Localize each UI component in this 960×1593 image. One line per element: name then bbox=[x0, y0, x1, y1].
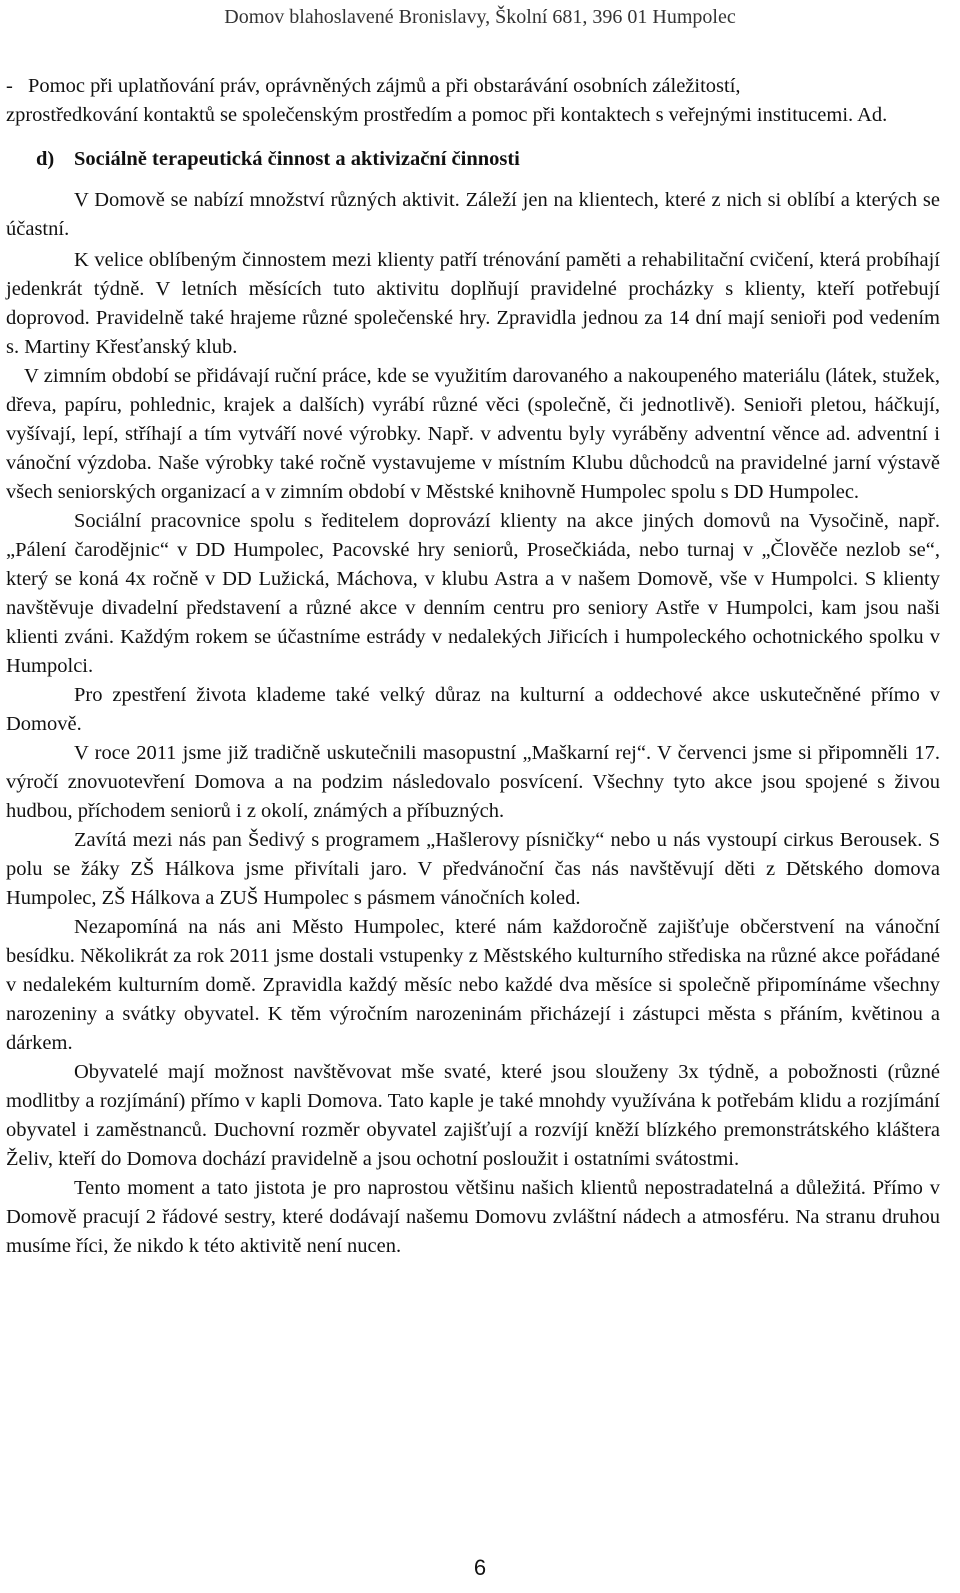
list-item-continuation: zprostředkování kontaktů se společenským prostředím a pomoc při kontaktech s veřejnými institucemi. Ad. bbox=[6, 104, 888, 126]
paragraph: Tento moment a tato jistota je pro naprostou většinu našich klientů nepostradatelná a důležitá. Přímo v Domově pracují 2 řádové sestry, které dodávají našemu Domovu zvláštní nádech a atmosféru. Na stranu druhou musíme říci, že nikdo k této aktivitě není nucen. bbox=[6, 1177, 940, 1257]
section-heading-label: d) bbox=[36, 148, 55, 170]
section-heading bbox=[6, 145, 940, 174]
paragraph: K velice oblíbeným činnostem mezi klienty patří trénování paměti a rehabilitační cvičení, která probíhají jedenkrát týdně. V letních měsících tuto aktivitu doplňují pravidelné procházky s klienty, kteří potřebují doprovod. Pravidelně také hrajeme různé společenské hry. Zpravidla jednou za 14 dní mají senioři pod vedením s. Martiny Křesťanský klub. bbox=[6, 249, 940, 358]
list-item-text: Pomoc při uplatňování práv, oprávněných zájmů a při obstarávání osobních záležitostí, bbox=[28, 75, 741, 97]
paragraph: V zimním období se přidávají ruční práce, kde se využitím darovaného a nakoupeného materiálu (látek, stužek, dřeva, papíru, pohlednic, krajek a dalších) vyrábí různé věci (společně, či jednotlivě). Senioři pletou, háčkují, vyšívají, lepí, stříhají a tím vytváří nové výrobky. Např. v adventu byly vyráběny adventní věnce ad. adventní i vánoční výzdoba. Naše výrobky také ročně vystavujeme v místním Klubu důchodců na pravidelné jarní výstavě všech seniorských organizací a v zimním období v Městské knihovně Humpolec spolu s DD Humpolec. bbox=[6, 365, 940, 503]
document-body bbox=[6, 72, 940, 1261]
paragraph: Pro zpestření života klademe také velký důraz na kulturní a oddechové akce uskutečněné přímo v Domově. bbox=[6, 684, 940, 735]
paragraph: V Domově se nabízí množství různých aktivit. Záleží jen na klientech, které z nich si oblíbí a kterých se účastní. bbox=[6, 189, 940, 240]
paragraph: V roce 2011 jsme již tradičně uskutečnili masopustní „Maškarní rej“. V červenci jsme si připomněli 17. výročí znovuotevření Domova a na podzim následovalo posvícení. Všechny tyto akce jsou spojené s živou hudbou, příchodem seniorů i z okolí, známých a příbuzných. bbox=[6, 742, 940, 822]
page-number: 6 bbox=[473, 1555, 487, 1580]
paragraph: Zavítá mezi nás pan Šedivý s programem „Hašlerovy písničky“ nebo u nás vystoupí cirkus Berousek. S polu se žáky ZŠ Hálkova jsme přivítali jaro. V předvánoční čas nás navštěvují děti z Dětského domova Humpolec, ZŠ Hálkova a ZUŠ Humpolec s pásmem vánočních koled. bbox=[6, 829, 940, 909]
list-dash: - bbox=[6, 75, 13, 97]
paragraph: Obyvatelé mají možnost navštěvovat mše svaté, které jsou slouženy 3x týdně, a pobožnosti (různé modlitby a rozjímání) přímo v kapli Domova. Tato kaple je také mnohdy využívána k potřebám klidu a rozjímání obyvatel i zaměstnanců. Duchovní rozměr obyvatel zajišťují a rozvíjí kněží blízkého premonstrátského kláštera Želiv, kteří do Domova dochází pravidelně a jsou ochotní posloužit i ostatními svátostmi. bbox=[6, 1061, 940, 1170]
paragraph: Nezapomíná na nás ani Město Humpolec, které nám každoročně zajišťuje občerstvení na vánoční besídku. Několikrát za rok 2011 jsme dostali vstupenky z Městského kulturního střediska na různé akce pořádané v nedalekém kulturním domě. Zpravidla každý měsíc nebo každé dva měsíce si společně připomínáme všechny narozeniny a svátky obyvatel. K těm výročním narozeninám přicházejí i zástupci města s přáním, květinou a dárkem. bbox=[6, 916, 940, 1054]
section-heading-title: Sociálně terapeutická činnost a aktivizační činnosti bbox=[74, 148, 520, 170]
list-item bbox=[6, 72, 940, 101]
page-header: Domov blahoslavené Bronislavy, Školní 681, 396 01 Humpolec bbox=[224, 6, 736, 28]
paragraph: Sociální pracovnice spolu s ředitelem doprovází klienty na akce jiných domovů na Vysočině, např. „Pálení čarodějnic“ v DD Humpolec, Pacovské hry seniorů, Prosečkiáda, nebo turnaj v „Člověče nezlob se“, který se koná 4x ročně v DD Lužická, Máchova, v klubu Astra a v našem Domově, vše v Humpolci. S klienty navštěvuje divadelní představení a různé akce v denním centru pro seniory Astře v Humpolci, kam jsou naši klienti zváni. Každým rokem se účastníme estrády v nedalekých Jiřicích i humpoleckého ochotnického spolku v Humpolci. bbox=[6, 510, 940, 677]
